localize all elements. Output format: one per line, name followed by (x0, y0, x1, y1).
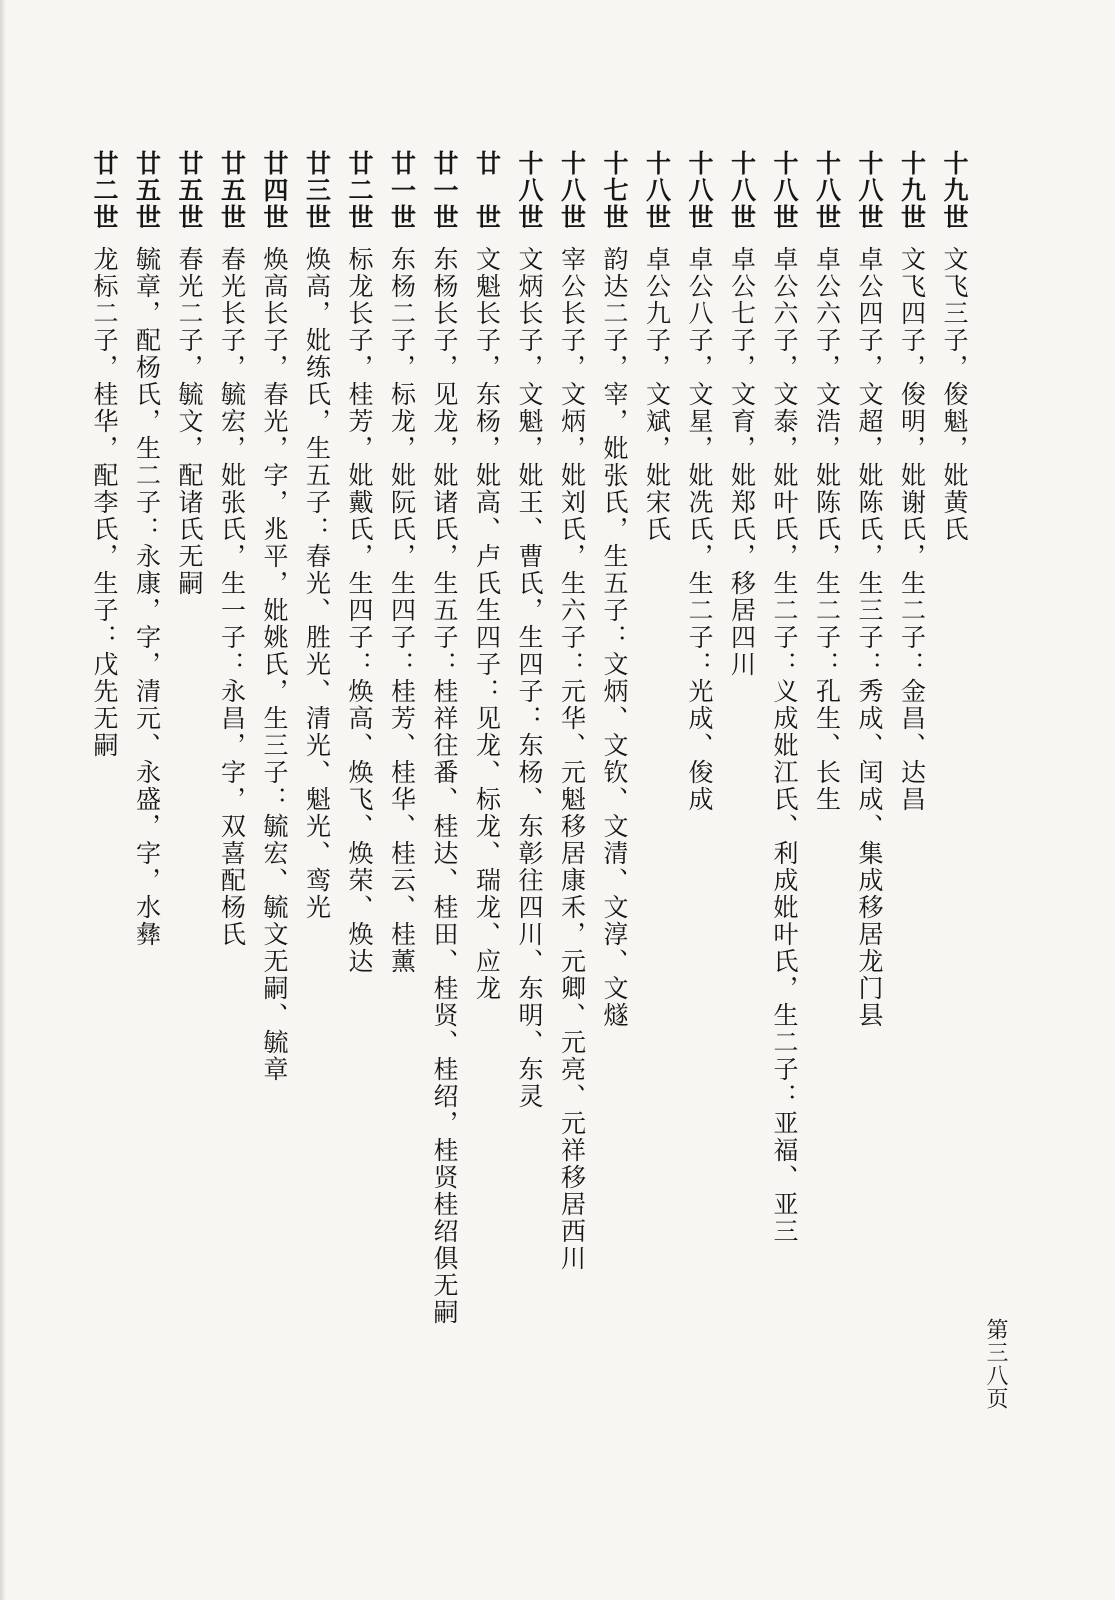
entry-column (256, 150, 292, 1570)
entry-text: 东杨二子，标龙，妣阮氏，生四子：桂芳、桂华、桂云、桂薰 (387, 246, 417, 975)
generation-label: 廿四世 (260, 150, 289, 231)
entry-column (299, 150, 335, 1570)
entry-column (171, 150, 207, 1570)
generation-label: 廿五世 (175, 150, 204, 231)
entry-text: 毓章，配杨氏，生二子：永康，字，清元、永盛，字，水彝 (132, 246, 162, 948)
entry-text: 文魁长子，东杨，妣高、卢氏生四子：见龙、标龙、瑞龙、应龙 (472, 246, 502, 1002)
page-number: 第三八页 (983, 1318, 1008, 1410)
entry-column (639, 150, 675, 1570)
entry-text: 龙标二子，桂华，配李氏，生子：戊先无嗣 (90, 246, 119, 759)
entry-column (766, 150, 802, 1570)
genealogy-entries (86, 150, 986, 1570)
entry-text: 卓公四子，文超，妣陈氏，生三子：秀成、闰成、集成移居龙门县 (855, 246, 884, 1029)
entry-column (384, 150, 420, 1570)
generation-label: 廿 世 (472, 150, 502, 231)
entry-column (596, 150, 632, 1570)
entry-text: 春光长子，毓宏，妣张氏，生一子：永昌，字，双喜配杨氏 (217, 246, 247, 948)
entry-text: 文炳长子，文魁，妣王、曹氏，生四子：东杨、东彰往四川、东明、东灵 (515, 246, 544, 1110)
entry-text: 焕高，妣练氏，生五子：春光、胜光、清光、魁光、鸾光 (302, 246, 332, 921)
generation-label: 廿二世 (345, 150, 374, 231)
generation-label: 十九世 (897, 150, 927, 231)
entry-text: 标龙长子，桂芳，妣戴氏，生四子：焕高、焕飞、焕荣、焕达 (345, 246, 374, 975)
entry-column (724, 150, 760, 1570)
entry-column (511, 150, 547, 1570)
generation-label: 廿一世 (430, 150, 459, 231)
entry-column (681, 150, 717, 1570)
entry-column (129, 150, 165, 1570)
entry-column (809, 150, 845, 1570)
generation-label: 十八世 (642, 150, 672, 231)
entry-text: 卓公七子，文育，妣郑氏，移居四川 (727, 246, 757, 678)
entry-column (214, 150, 250, 1570)
generation-label: 十八世 (685, 150, 714, 231)
generation-label: 十九世 (940, 150, 969, 231)
generation-label: 十八世 (770, 150, 799, 231)
entry-text: 卓公六子，文浩，妣陈氏，生二子：孔生、长生 (812, 246, 842, 813)
generation-label: 十八世 (727, 150, 757, 231)
generation-label: 廿五世 (217, 150, 247, 231)
entry-column (86, 150, 122, 1570)
generation-label: 十七世 (600, 150, 629, 231)
generation-label: 廿一世 (387, 150, 417, 231)
generation-label: 十八世 (515, 150, 544, 231)
entry-column (936, 150, 972, 1570)
scan-edge (0, 0, 6, 1600)
entry-text: 卓公八子，文星，妣冼氏，生二子：光成、俊成 (685, 246, 714, 813)
entry-column (894, 150, 930, 1570)
entry-text: 文飞三子，俊魁，妣黄氏 (940, 246, 969, 543)
entry-column (341, 150, 377, 1570)
generation-label: 廿三世 (302, 150, 332, 231)
entry-text: 焕高长子，春光，字，兆平，妣姚氏，生三子：毓宏、毓文无嗣、毓章 (260, 246, 289, 1083)
generation-label: 廿五世 (132, 150, 162, 231)
entry-text: 东杨长子，见龙，妣诸氏，生五子：桂祥往番、桂达、桂田、桂贤、桂绍，桂贤桂绍俱无嗣 (430, 246, 459, 1326)
entry-text: 卓公九子，文斌，妣宋氏 (642, 246, 672, 543)
entry-text: 文飞四子，俊明，妣谢氏，生二子：金昌、达昌 (897, 246, 927, 813)
generation-label: 十八世 (855, 150, 884, 231)
entry-column (554, 150, 590, 1570)
entry-text: 春光二子，毓文，配诸氏无嗣 (175, 246, 204, 597)
generation-label: 十八世 (812, 150, 842, 231)
entry-text: 宰公长子，文炳，妣刘氏，生六子：元华、元魁移居康禾，元卿、元亮、元祥移居西川 (557, 246, 587, 1272)
entry-column (469, 150, 505, 1570)
entry-text: 韵达二子，宰，妣张氏，生五子：文炳、文钦、文清、文淳、文燧 (600, 246, 629, 1029)
entry-column (851, 150, 887, 1570)
generation-label: 十八世 (557, 150, 587, 231)
generation-label: 廿二世 (90, 150, 119, 231)
entry-text: 卓公六子，文泰，妣叶氏，生二子：义成妣江氏、利成妣叶氏，生二子：亚福、亚三 (770, 246, 799, 1245)
entry-column (426, 150, 462, 1570)
